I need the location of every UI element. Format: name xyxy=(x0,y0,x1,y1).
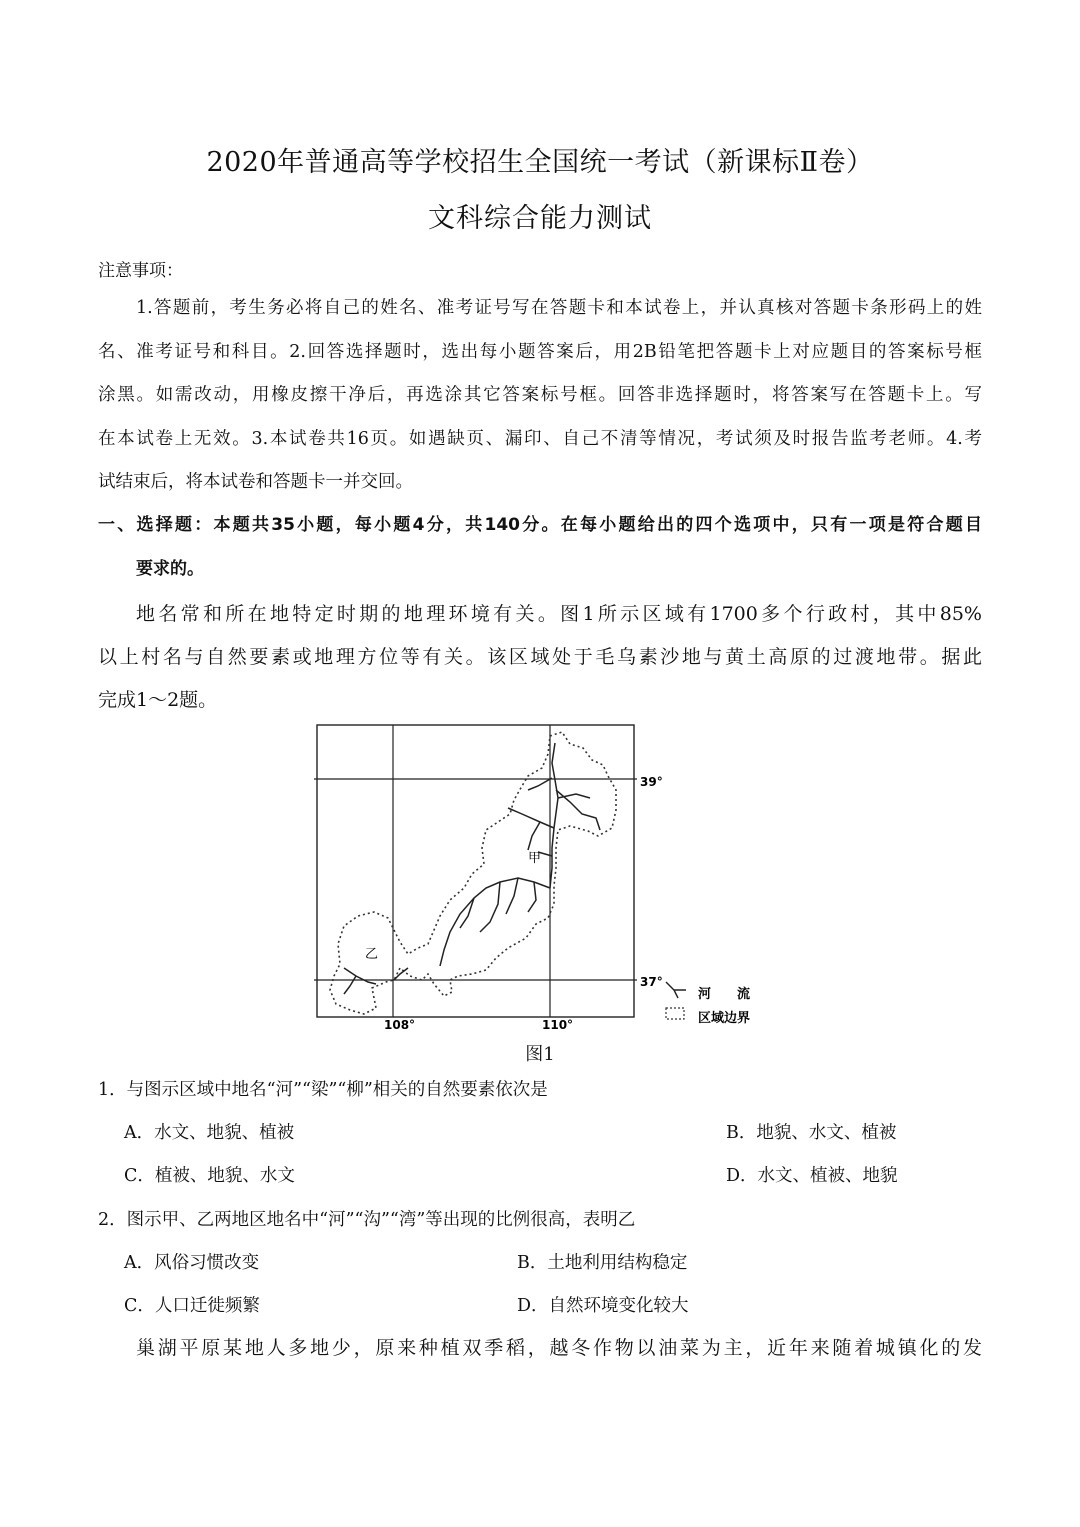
river-yi xyxy=(344,968,376,984)
river-branch xyxy=(394,968,408,980)
river-main-jia xyxy=(550,743,558,888)
notice-line: 名、准考证号和科目。2.回答选择题时，选出每小题答案后，用2B铅笔把答题卡上对应题目的答案标号框 xyxy=(98,341,982,362)
river-branch xyxy=(344,976,356,994)
question-1-option-a[interactable]: A．水文、地貌、植被 xyxy=(124,1123,295,1143)
figure-caption: 图1 xyxy=(525,1044,555,1065)
exam-subtitle: 文科综合能力测试 xyxy=(428,203,652,234)
river-branch xyxy=(528,778,552,790)
label-jia: 甲 xyxy=(528,851,542,866)
figure-1-map xyxy=(300,718,780,1038)
lon-label-110: 110° xyxy=(542,1018,574,1032)
intro-line: 完成1～2题。 xyxy=(98,689,218,711)
exam-title: 2020年普通高等学校招生全国统一考试（新课标Ⅱ卷） xyxy=(206,147,874,178)
intro-line: 地名常和所在地特定时期的地理环境有关。图1所示区域有1700多个行政村，其中85% xyxy=(136,603,982,625)
river-branch xyxy=(528,882,536,912)
notice-heading: 注意事项： xyxy=(98,261,183,281)
legend-river-icon xyxy=(666,982,686,998)
notice-paragraph xyxy=(98,287,982,505)
question-1-option-b[interactable]: B．地貌、水文、植被 xyxy=(726,1123,897,1143)
river-main-middle xyxy=(440,878,550,966)
intro-line: 以上村名与自然要素或地理方位等有关。该区域处于毛乌素沙地与黄土高原的过渡地带。据此 xyxy=(98,646,982,668)
rivers xyxy=(344,743,600,994)
region-boundary xyxy=(330,732,616,1014)
question-2-option-d[interactable]: D．自然环境变化较大 xyxy=(517,1296,689,1316)
question-2-option-b[interactable]: B．土地利用结构稳定 xyxy=(517,1253,688,1273)
section-heading xyxy=(98,504,982,591)
notice-line: 涂黑。如需改动，用橡皮擦干净后，再选涂其它答案标号框。回答非选择题时，将答案写在答题卡上。写 xyxy=(98,385,982,406)
lat-label-37: 37° xyxy=(640,975,663,989)
notice-line: 1.答题前，考生务必将自己的姓名、准考证号写在答题卡和本试卷上，并认真核对答题卡条形码上的姓 xyxy=(136,298,982,318)
next-passage xyxy=(98,1328,982,1368)
river-branch xyxy=(506,878,518,914)
legend-boundary-icon xyxy=(666,1008,684,1019)
legend-boundary-label: 区域边界 xyxy=(698,1011,751,1026)
section-line: 要求的。 xyxy=(136,558,204,579)
section-line: 一、选择题：本题共35小题，每小题4分，共140分。在每小题给出的四个选项中，只有一项是符合题目 xyxy=(98,515,982,535)
legend-river-label: 河 流 xyxy=(698,987,751,1002)
next-passage-line: 巢湖平原某地人多地少，原来种植双季稻，越冬作物以油菜为主，近年来随着城镇化的发 xyxy=(136,1337,982,1359)
intro-paragraph xyxy=(98,593,982,722)
label-yi: 乙 xyxy=(365,947,379,962)
question-1-stem: 1．与图示区域中地名“河”“梁”“柳”相关的自然要素依次是 xyxy=(98,1080,548,1100)
question-2-option-c[interactable]: C．人口迁徙频繁 xyxy=(124,1296,260,1316)
river-branch xyxy=(556,790,600,830)
river-branch xyxy=(460,898,474,928)
notice-line: 试结束后，将本试卷和答题卡一并交回。 xyxy=(98,472,413,493)
question-1-option-d[interactable]: D．水文、植被、地貌 xyxy=(726,1166,898,1186)
question-1-option-c[interactable]: C．植被、地貌、水文 xyxy=(124,1166,295,1186)
lon-label-108: 108° xyxy=(384,1018,416,1032)
river-branch xyxy=(508,808,554,828)
notice-line: 在本试卷上无效。3.本试卷共16页。如遇缺页、漏印、自己不清等情况，考试须及时报告监考老师。4.考 xyxy=(98,428,982,449)
river-branch xyxy=(480,882,500,932)
river-branch xyxy=(528,822,540,850)
lat-label-39: 39° xyxy=(640,775,663,789)
question-2-stem: 2．图示甲、乙两地区地名中“河”“沟”“湾”等出现的比例很高，表明乙 xyxy=(98,1210,636,1230)
question-2-option-a[interactable]: A．风俗习惯改变 xyxy=(124,1253,260,1273)
